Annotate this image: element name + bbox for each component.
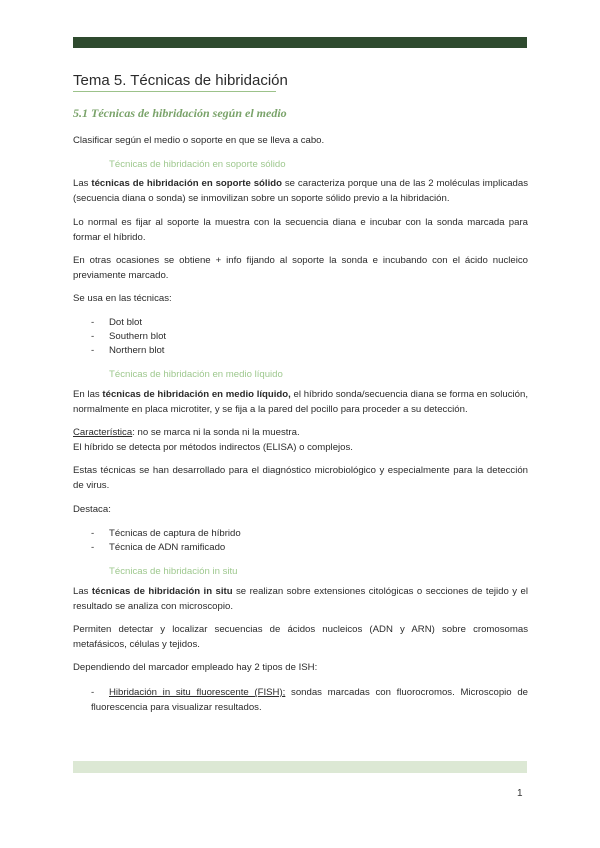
insitu-paragraph-3: Dependiendo del marcador empleado hay 2 tipos de ISH:	[73, 662, 318, 673]
liquid-feature: Característica: no se marca ni la sonda ni la muestra. El híbrido se detecta por métodos indirectos (ELISA) o complejos.	[73, 427, 353, 453]
liquid-paragraph-1: En las técnicas de hibridación en medio líquido, el híbrido sonda/secuencia diana se forma en solución, normalmente en placa microtiter, y se fija a la pared del pocillo para proceder a su detección.	[73, 389, 528, 415]
liquid-heading: Técnicas de hibridación en medio líquido	[109, 369, 283, 380]
list-item: - Técnica de ADN ramificado	[91, 542, 226, 553]
page-number: 1	[517, 788, 523, 799]
liquid-bold-term: técnicas de hibridación en medio líquido,	[102, 389, 291, 400]
solid-heading: Técnicas de hibridación en soporte sólido	[109, 159, 286, 170]
insitu-bold-term: técnicas de hibridación in situ	[91, 586, 233, 597]
solid-paragraph-4: Se usa en las técnicas:	[73, 293, 172, 304]
intro-paragraph: Clasificar según el medio o soporte en que se lleva a cabo.	[73, 135, 325, 146]
solid-bold-term: técnicas de hibridación en soporte sólido	[91, 178, 282, 189]
solid-paragraph-2: Lo normal es fijar al soporte la muestra con la secuencia diana e incubar con la sonda marcada para formar el híbrido.	[73, 217, 528, 243]
list-item: - Southern blot	[91, 331, 167, 342]
footer-bar	[73, 761, 527, 773]
solid-paragraph-1: Las técnicas de hibridación en soporte sólido se caracteriza porque una de las 2 moléculas implicadas (secuencia diana o sonda) se inmovilizan sobre un soporte sólido previo a la hibridación.	[73, 178, 528, 204]
insitu-paragraph-2: Permiten detectar y localizar secuencias de ácidos nucleicos (ADN y ARN) sobre cromosomas metafásicos, células y tejidos.	[73, 624, 528, 650]
header-bar	[73, 37, 527, 48]
liquid-paragraph-3: Estas técnicas se han desarrollado para el diagnóstico microbiológico y especialmente para la detección de virus.	[73, 465, 528, 491]
page-title: Tema 5. Técnicas de hibridación	[73, 72, 288, 89]
liquid-paragraph-4: Destaca:	[73, 504, 111, 515]
list-item: - Hibridación in situ fluorescente (FISH); sondas marcadas con fluorocromos. Microscopio de fluorescencia para visualizar resultados.	[91, 687, 528, 713]
list-item: - Northern blot	[91, 345, 165, 356]
insitu-paragraph-1: Las técnicas de hibridación in situ se realizan sobre extensiones citológicas o secciones de tejido y el resultado se analiza con microscopio.	[73, 586, 528, 612]
section-title: 5.1 Técnicas de hibridación según el medio	[73, 106, 287, 120]
list-item: - Técnicas de captura de híbrido	[91, 528, 241, 539]
insitu-heading: Técnicas de hibridación in situ	[109, 566, 238, 577]
solid-paragraph-3: En otras ocasiones se obtiene + info fijando al soporte la sonda e incubando con el ácido nucleico previamente marcado.	[73, 255, 528, 281]
list-item: - Dot blot	[91, 317, 143, 328]
title-underline	[73, 91, 276, 92]
